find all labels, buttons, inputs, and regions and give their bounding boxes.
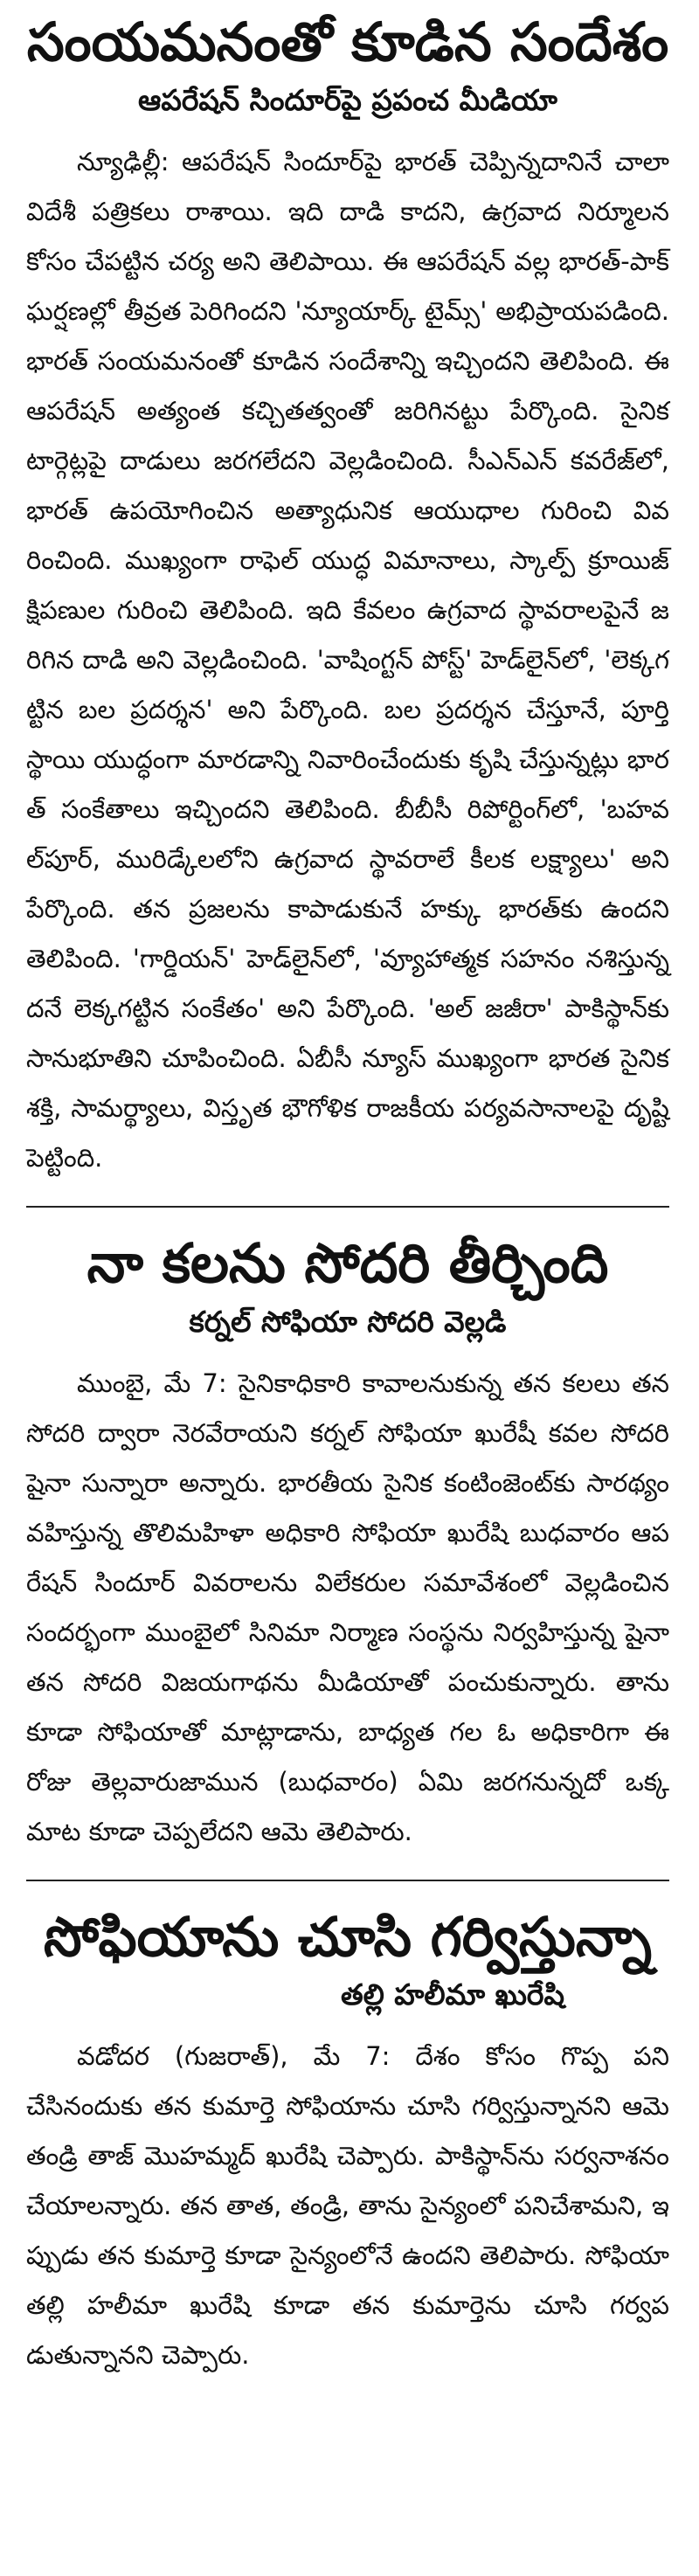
article-headline: నా కలను సోదరి తీర్చింది bbox=[87, 1231, 609, 1296]
article-body bbox=[26, 2032, 669, 2380]
article-dateline: న్యూఢిల్లీ: bbox=[77, 147, 170, 177]
article-subheadline: ఆపరేషన్ సిందూర్‌పై ప్రపంచ మీడియా bbox=[138, 83, 557, 118]
article-divider bbox=[26, 1206, 669, 1208]
article-sister-dream bbox=[26, 1232, 669, 1857]
article-subheadline: కర్నల్ సోఫియా సోదరి వెల్లడి bbox=[189, 1304, 507, 1339]
article-body bbox=[26, 1359, 669, 1857]
article-body bbox=[26, 137, 669, 1183]
article-body-text: సైనికాధికారి కావాలనుకున్న తన కలలు తన సోదరి ద్వారా నెరవేరాయని కర్నల్ సోఫియా ఖురేషీ కవల సోదరి షైనా సున్నారా అన్నారు. భారతీయ సైనిక కంటింజెంట్‌కు సారథ్యం వహిస్తున్న తొలిమహిళా అధికారి సోఫియా ఖురేషి బుధవారం ఆపరేషన్ సిందూర్ వివరాలను విలేకరుల సమావేశంలో వెల్లడించిన సందర్భంగా ముంబైలో సినిమా నిర్మాణ సంస్థను నిర్వహిస్తున్న షైనా తన సోదరి విజయగాథను మీడియాతో పంచుకున్నారు. తాను కూడా సోఫియాతో మాట్లాడాను, బాధ్యత గల ఓ అధికారిగా ఈ రోజు తెల్లవారుజామున (బుధవారం) ఏమి జరగనున్నదో ఒక్క మాట కూడా చెప్పలేదని ఆమె తెలిపారు. bbox=[26, 1368, 669, 1846]
article-headline: సోఫియాను చూసి గర్విస్తున్నా bbox=[44, 1904, 652, 1969]
article-proud-of-sofia bbox=[26, 1906, 669, 2381]
article-world-media bbox=[26, 12, 669, 1183]
article-divider bbox=[26, 1880, 669, 1881]
article-body-text: ఆపరేషన్ సిందూర్‌పై భారత్ చెప్పిన్నదానినే చాలా విదేశీ పత్రికలు రాశాయి. ఇది దాడి కాదని, ఉగ్రవాద నిర్మూలన కోసం చేపట్టిన చర్య అని తెలిపాయి. ఈ ఆపరేషన్ వల్ల భారత్-పాక్ ఘర్షణల్లో తీవ్రత పెరిగిందని 'న్యూయార్క్ టైమ్స్' అభిప్రాయపడింది. భారత్ సంయమనంతో కూడిన సందేశాన్ని ఇచ్చిందని తెలిపింది. ఈ ఆపరేషన్ అత్యంత కచ్చితత్వంతో జరిగినట్టు పేర్కొంది. సైనిక టార్గెట్లపై దాడులు జరగలేదని వెల్లడించింది. సీఎన్ఎన్ కవరేజ్‌లో, భారత్ ఉపయోగించిన అత్యాధునిక ఆయుధాల గురించి వివరించింది. ముఖ్యంగా రాఫెల్ యుద్ధ విమానాలు, స్కాల్ప్ క్రూయిజ్ క్షిపణుల గురించి తెలిపింది. ఇది కేవలం ఉగ్రవాద స్థావరాలపైనే జరిగిన దాడి అని వెల్లడించింది. 'వాషింగ్టన్ పోస్ట్' హెడ్‌లైన్‌లో, 'లెక్కగట్టిన బల ప్రదర్శన' అని పేర్కొంది. బల ప్రదర్శన చేస్తూనే, పూర్తి స్థాయి యుద్ధంగా మారడాన్ని నివారించేందుకు కృషి చేస్తున్నట్లు భారత్ సంకేతాలు ఇచ్చిందని తెలిపింది. బీబీసీ రిపోర్టింగ్‌లో, 'బహవల్‌పూర్, మురిడ్కేలలోని ఉగ్రవాద స్థావరాలే కీలక లక్ష్యాలు' అని పేర్కొంది. తన ప్రజలను కాపాడుకునే హక్కు భారత్‌కు ఉందని తెలిపింది. 'గార్డియన్' హెడ్‌లైన్‌లో, 'వ్యూహాత్మక సహనం నశిస్తున్నదనే లెక్కగట్టిన సంకేతం' అని పేర్కొంది. 'అల్ జజీరా' పాకిస్థాన్‌కు సానుభూతిని చూపించింది. ఏబీసీ న్యూస్ ముఖ్యంగా భారత సైనిక శక్తి, సామర్థ్యాలు, విస్తృత భౌగోళిక రాజకీయ పర్యవసానాలపై దృష్టి పెట్టింది. bbox=[26, 147, 669, 1174]
article-body-text: దేశం కోసం గొప్ప పని చేసినందుకు తన కుమార్తె సోఫియాను చూసి గర్విస్తున్నానని ఆమె తండ్రి తాజ్ మొహమ్మద్ ఖురేషి చెప్పారు. పాకిస్థాన్‌ను సర్వనాశనం చేయాలన్నారు. తన తాత, తండ్రి, తాను సైన్యంలో పనిచేశామని, ఇప్పుడు తన కుమార్తె కూడా సైన్యంలోనే ఉందని తెలిపారు. సోఫియా తల్లి హలీమా ఖురేషి కూడా తన కుమార్తెను చూసి గర్వపడుతున్నానని చెప్పారు. bbox=[26, 2041, 670, 2371]
article-headline: సంయమనంతో కూడిన సందేశం bbox=[26, 11, 669, 73]
article-dateline: ముంబై, మే 7: bbox=[77, 1368, 227, 1398]
article-subheadline: తల్లి హలీమా ఖురేషి bbox=[340, 1977, 564, 2012]
article-dateline: వడోదర (గుజరాత్), మే 7: bbox=[77, 2041, 391, 2072]
